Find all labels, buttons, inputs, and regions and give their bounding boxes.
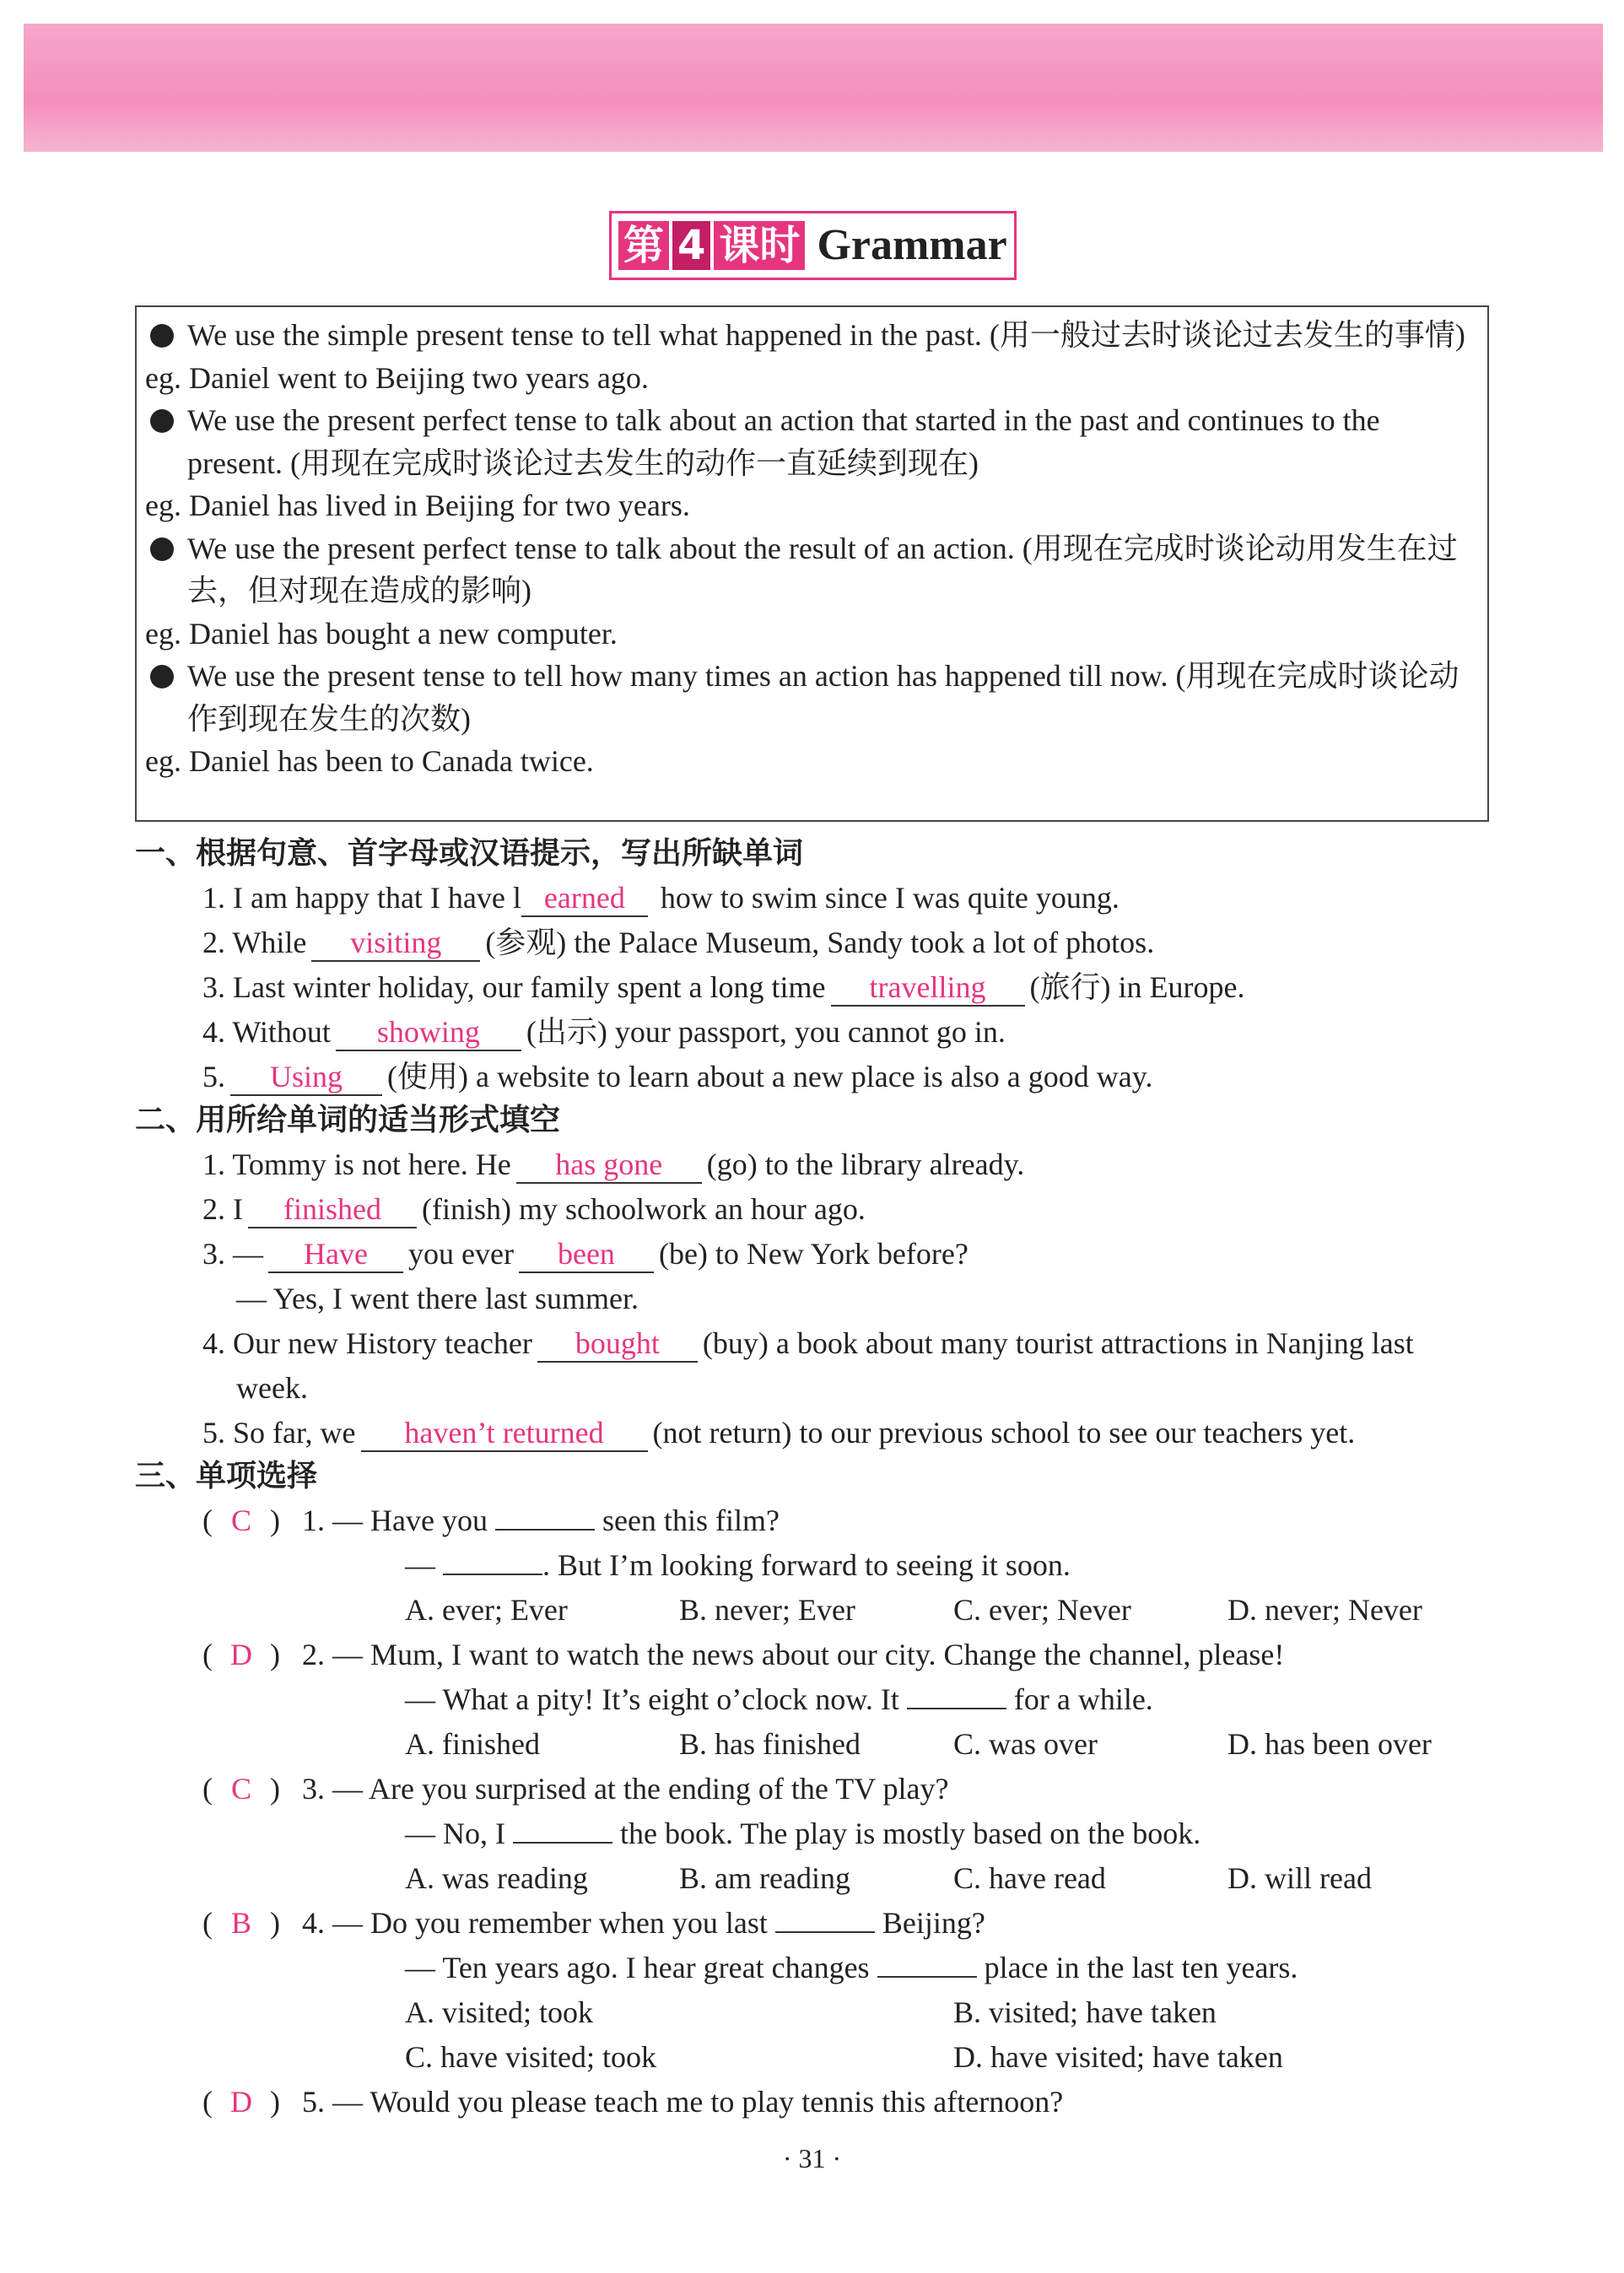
section-heading: 二、用所给单词的适当形式填空 — [135, 1103, 561, 1137]
section-heading: 一、根据句意、首字母或汉语提示，写出所缺单词 — [135, 836, 804, 871]
answer-blank[interactable]: earned — [521, 880, 648, 917]
section-3 — [135, 1455, 1502, 2125]
answer-blank[interactable]: Have — [268, 1236, 403, 1273]
stem-blank — [907, 1679, 1006, 1709]
section-2 — [135, 1099, 1502, 1455]
section-1 — [135, 832, 1502, 1099]
answer-blank[interactable]: been — [519, 1236, 654, 1273]
note-example: eg. Daniel went to Beijing two years ago. — [145, 360, 649, 395]
option[interactable]: D. will read — [1227, 1861, 1372, 1895]
bullet-icon — [150, 665, 174, 688]
bullet-icon — [150, 324, 174, 348]
grammar-notes-box — [135, 305, 1489, 822]
question: 1. Tommy is not here. He has gone (go) to the library already. — [135, 1142, 1502, 1187]
options-row — [135, 1990, 1502, 2035]
title-topic: Grammar — [817, 221, 1007, 269]
bullet-icon — [150, 537, 174, 561]
option[interactable]: A. visited; took — [405, 1995, 593, 2029]
option[interactable]: C. have visited; took — [405, 2040, 656, 2074]
note-rule: We use the present perfect tense to talk about an action that started in the past and continues to the present. (用现在完成时谈论过去发生的动作一直延续到现在) — [145, 399, 1479, 484]
note-rule: We use the simple present tense to tell what happened in the past. (用一般过去时谈论过去发生的事情) — [145, 314, 1479, 357]
note-example: eg. Daniel has bought a new computer. — [145, 616, 618, 651]
option[interactable]: C. have read — [953, 1861, 1106, 1895]
question: 1. I am happy that I have l earned how to swim since I was quite young. — [135, 876, 1502, 921]
stem-blank — [775, 1903, 875, 1933]
note-rule: We use the present tense to tell how many times an action has happened till now. (用现在完成时谈论动作到现在发生的次数) — [145, 655, 1479, 740]
question-continued: week. — [236, 1371, 308, 1405]
choice-answer[interactable]: B — [230, 1906, 251, 1940]
options-row — [135, 1856, 1502, 1901]
choice-question: ( C ) 1. — Have you seen this film? — [135, 1498, 1502, 1543]
title-number: 4 — [672, 221, 710, 270]
question: 3. Last winter holiday, our family spent a long time travelling (旅行) in Europe. — [135, 965, 1502, 1010]
header-banner — [24, 24, 1603, 152]
option[interactable]: C. ever; Never — [953, 1593, 1131, 1627]
question: 4. Our new History teacher bought (buy) a book about many tourist attractions in Nanjing last — [135, 1321, 1502, 1366]
answer-blank[interactable]: has gone — [516, 1147, 702, 1184]
answer-blank[interactable]: haven’t returned — [361, 1415, 648, 1452]
option[interactable]: D. has been over — [1227, 1727, 1432, 1761]
choice-question: ( D ) 5. — Would you please teach me to play tennis this afternoon? — [135, 2080, 1502, 2125]
page-number: · 31 · — [782, 2143, 842, 2173]
answer-blank[interactable]: showing — [336, 1014, 521, 1051]
answer-blank[interactable]: bought — [537, 1325, 698, 1363]
question-continued: — Ten years ago. I hear great changes place in the last ten years. — [135, 1946, 1502, 1990]
option[interactable]: B. has finished — [679, 1727, 861, 1761]
answer-blank[interactable]: travelling — [831, 969, 1025, 1007]
answer-blank[interactable]: finished — [248, 1191, 417, 1228]
option[interactable]: A. was reading — [405, 1861, 588, 1895]
question: 5. So far, we haven’t returned (not return) to our previous school to see our teachers yet. — [135, 1411, 1502, 1455]
question-continued: — No, I the book. The play is mostly based on the book. — [135, 1811, 1502, 1856]
stem-blank — [495, 1500, 595, 1531]
question-continued: — . But I’m looking forward to seeing it soon. — [135, 1543, 1502, 1588]
option[interactable]: A. finished — [405, 1727, 540, 1761]
stem-blank — [513, 1813, 612, 1844]
choice-answer[interactable]: D — [230, 1638, 252, 1671]
option[interactable]: D. have visited; have taken — [953, 2040, 1283, 2074]
title-di: 第 — [618, 221, 669, 270]
options-row — [135, 1722, 1502, 1767]
bullet-icon — [150, 409, 174, 433]
options-row — [135, 2035, 1502, 2080]
option[interactable]: C. was over — [953, 1727, 1098, 1761]
options-row — [135, 1588, 1502, 1633]
question: 2. While visiting (参观) the Palace Museum, Sandy took a lot of photos. — [135, 921, 1502, 965]
choice-answer[interactable]: C — [230, 1772, 251, 1806]
question: 4. Without showing (出示) your passport, you cannot go in. — [135, 1010, 1502, 1055]
note-example: eg. Daniel has lived in Beijing for two years. — [145, 489, 690, 522]
note-rule: We use the present perfect tense to talk about the result of an action. (用现在完成时谈论动用发生在过去，但对现在造成的影响) — [145, 527, 1479, 613]
question: 3. — Have you ever been (be) to New York before? — [135, 1232, 1502, 1277]
stem-blank — [443, 1545, 542, 1575]
choice-question: ( C ) 3. — Are you surprised at the ending of the TV play? — [135, 1767, 1502, 1811]
option[interactable]: B. never; Ever — [679, 1593, 855, 1627]
note-example: eg. Daniel has been to Canada twice. — [145, 744, 594, 778]
question: 2. I finished (finish) my schoolwork an hour ago. — [135, 1187, 1502, 1232]
answer-blank[interactable]: Using — [230, 1059, 382, 1096]
answer-blank[interactable]: visiting — [311, 925, 480, 962]
option[interactable]: A. ever; Ever — [405, 1593, 568, 1627]
option[interactable]: B. am reading — [679, 1861, 850, 1895]
page-title — [609, 211, 1017, 280]
choice-answer[interactable]: C — [230, 1504, 251, 1537]
question: 5. Using (使用) a website to learn about a new place is also a good way. — [135, 1055, 1502, 1099]
stem-blank — [877, 1947, 977, 1978]
choice-answer[interactable]: D — [230, 2085, 252, 2119]
question-continued: — Yes, I went there last summer. — [236, 1282, 639, 1315]
option[interactable]: B. visited; have taken — [953, 1995, 1217, 2029]
title-keshi: 课时 — [714, 221, 805, 270]
option[interactable]: D. never; Never — [1227, 1593, 1422, 1627]
choice-question: ( B ) 4. — Do you remember when you last Beijing? — [135, 1901, 1502, 1946]
choice-question: ( D ) 2. — Mum, I want to watch the news about our city. Change the channel, please! — [135, 1633, 1502, 1677]
question-continued: — What a pity! It’s eight o’clock now. It for a while. — [135, 1677, 1502, 1722]
section-heading: 三、单项选择 — [135, 1459, 318, 1493]
